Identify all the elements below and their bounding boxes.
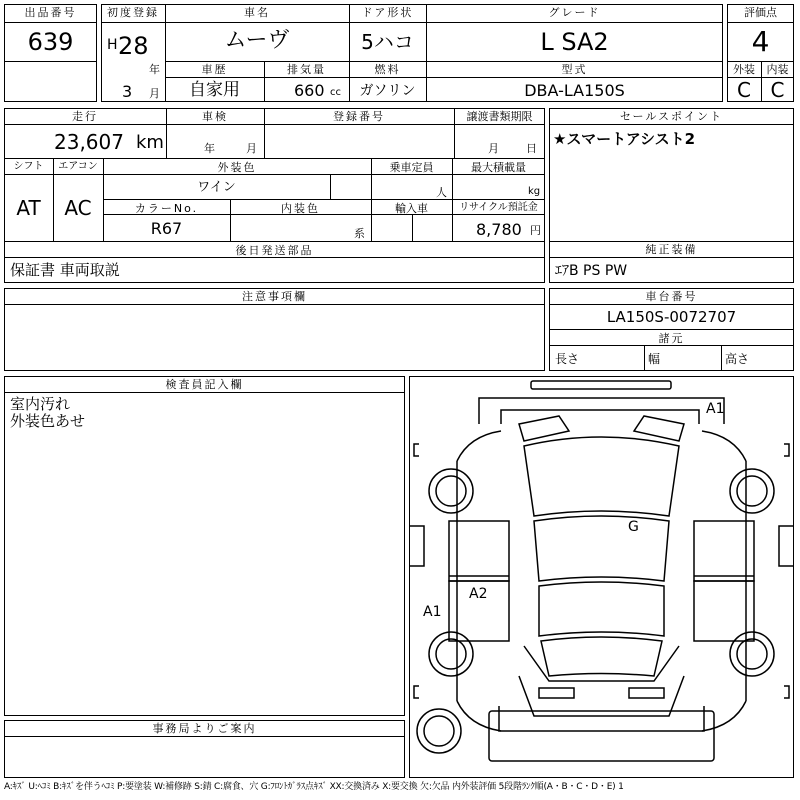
later-value: 保証書 車両取説 [10, 261, 120, 279]
car-name-label: 車名 [244, 6, 270, 19]
inspection-year-unit: 年 [204, 142, 215, 155]
month-unit: 月 [149, 87, 160, 100]
regno-label: 登録番号 [333, 110, 385, 123]
mark-windshield: G [628, 519, 639, 535]
length-label: 長さ [555, 352, 580, 366]
ac-label: エアコン [58, 161, 98, 172]
sales-value: ★スマートアシスト2 [553, 130, 696, 148]
inspector-label: 検査員記入欄 [165, 378, 244, 391]
recycle-unit: 円 [530, 224, 541, 237]
displacement-unit: cc [330, 87, 341, 98]
inspection-label: 車検 [202, 110, 228, 123]
load-label: 最大積載量 [471, 161, 526, 174]
chassis-value: LA150S-0072707 [606, 308, 737, 326]
lot-label: 出品番号 [24, 6, 77, 19]
equip-value: ｴｱB PS PW [555, 263, 628, 279]
mark-left-side: A1 [423, 604, 442, 620]
recycle-label: リサイクル預託金 [459, 202, 538, 213]
fuel-value: ガソリン [359, 83, 416, 99]
office-label: 事務局よりご案内 [152, 722, 257, 735]
chassis-label: 車台番号 [645, 290, 698, 303]
equip-label: 純正装備 [645, 243, 698, 256]
history-value: 自家用 [189, 80, 240, 100]
car-diagram [409, 376, 794, 778]
displacement-value: 660 [294, 81, 325, 100]
capacity-unit: 人 [436, 186, 447, 199]
colorno-label: カラーNo. [134, 202, 199, 215]
car-name-value: ムーヴ [224, 28, 290, 53]
score-value: 4 [751, 25, 770, 58]
door-value: 5ハコ [361, 30, 414, 54]
color-value: ワイン [197, 180, 236, 195]
recycle-value: 8,780 [476, 220, 522, 239]
fuel-label: 燃料 [374, 63, 401, 76]
import-label: 輸入車 [395, 202, 428, 215]
dims-label: 諸元 [658, 332, 685, 345]
exterior-label: 外装 [733, 63, 755, 76]
mileage-label: 走行 [72, 110, 98, 123]
lot-value: 639 [27, 28, 74, 56]
transfer-day-unit: 日 [526, 142, 537, 155]
interior-label: 内装 [766, 63, 789, 76]
width-label: 幅 [648, 352, 661, 366]
capacity-label: 乗車定員 [389, 161, 434, 174]
ac-value: AC [64, 196, 92, 220]
legend-text: A:ｷｽﾞ U:ﾍｺﾐ B:ｷｽﾞを伴うﾍｺﾐ P:要塗装 W:補修跡 S:錆 C:腐食、穴 G:ﾌﾛﾝﾄｶﾞﾗｽ点ｷｽﾞ XX:交換済み X:要交換 欠:欠品 内外装評価 5段階ﾗﾝｸ順(A・B・C・D・E) 1 [4, 782, 624, 792]
year-unit: 年 [149, 63, 160, 76]
sales-box [549, 108, 794, 242]
inspector-line1: 室内汚れ [10, 395, 71, 413]
interior-value: C [770, 78, 785, 102]
mark-left-door: A2 [469, 586, 488, 602]
grade-value: L SA2 [540, 28, 609, 56]
later-label: 後日発送部品 [235, 244, 314, 257]
model-label: 型式 [561, 63, 588, 76]
inspection-month-unit: 月 [246, 142, 257, 155]
notes-label: 注意事項欄 [242, 290, 307, 303]
door-label: ドア形状 [361, 6, 414, 19]
load-unit: kg [528, 186, 541, 197]
score-label: 評価点 [744, 6, 777, 19]
sales-label: セールスポイント [619, 110, 723, 123]
height-label: 高さ [725, 352, 750, 366]
first-reg-era: H [107, 37, 118, 53]
mark-front-right: A1 [706, 401, 725, 417]
shift-value: AT [16, 196, 41, 220]
mileage-value: 23,607 [54, 130, 124, 154]
first-reg-month: 3 [122, 82, 133, 101]
shift-label: シフト [13, 161, 44, 172]
intcolor-label: 内装色 [281, 202, 320, 215]
inspector-line2: 外装色あせ [10, 412, 86, 430]
displacement-label: 排気量 [287, 63, 326, 76]
exterior-value: C [737, 78, 751, 102]
colorno-value: R67 [150, 219, 183, 238]
first-reg-label: 初度登録 [107, 6, 159, 19]
model-value: DBA-LA150S [524, 81, 625, 100]
mileage-unit: km [136, 132, 164, 153]
first-reg-year: 28 [118, 32, 149, 60]
color-label: 外装色 [217, 161, 257, 174]
intcolor-unit: 系 [354, 227, 365, 240]
grade-label: グレード [548, 6, 601, 19]
transfer-label: 譲渡書類期限 [466, 110, 533, 123]
history-label: 車歴 [201, 63, 228, 76]
transfer-month-unit: 月 [488, 142, 499, 155]
